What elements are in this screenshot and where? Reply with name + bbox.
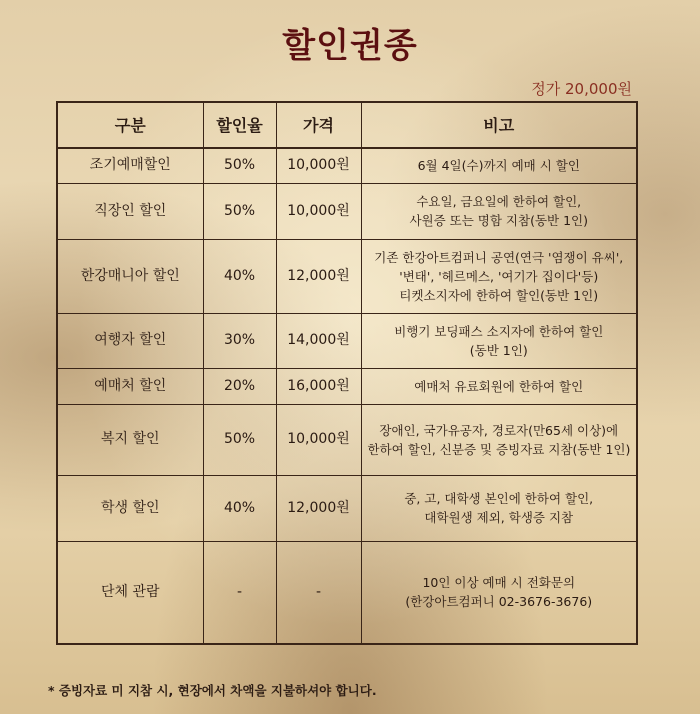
note-line: '변태', '헤르메스, '여기가 집이다'등) <box>399 268 599 284</box>
note-line: 10인 이상 예매 시 전화문의 <box>422 575 576 591</box>
note-line: 비행기 보딩패스 소지자에 한하여 할인 <box>394 323 604 339</box>
rate-cell: 50% <box>203 148 276 183</box>
category-cell: 직장인 할인 <box>57 183 203 239</box>
price-cell: 10,000원 <box>276 183 361 239</box>
price-cell: - <box>276 541 361 644</box>
price-cell: 12,000원 <box>276 239 361 313</box>
note-line: 티켓소지자에 한하여 할인(동반 1인) <box>399 287 599 303</box>
price-cell: 12,000원 <box>276 475 361 541</box>
note-line: 대학원생 제외, 학생증 지참 <box>424 510 574 525</box>
rate-cell: - <box>203 541 276 644</box>
price-cell: 14,000원 <box>276 313 361 368</box>
category-cell: 조기예매할인 <box>57 148 203 183</box>
note-line: 장애인, 국가유공자, 경로자(만65세 이상)에 <box>379 422 619 438</box>
note-line: (동반 1인) <box>469 342 528 358</box>
price-cell: 16,000원 <box>276 368 361 404</box>
header-category: 구분 <box>57 102 203 148</box>
rate-cell: 40% <box>203 239 276 313</box>
note-line: 한하여 할인, 신분증 및 증빙자료 지참(동반 1인) <box>367 441 631 457</box>
note-line: 사원증 또는 명함 지참(동반 1인) <box>409 213 588 228</box>
note-cell <box>361 313 637 368</box>
header-price: 가격 <box>276 102 361 148</box>
note-line: 예매처 유료회원에 한하여 할인 <box>414 378 584 394</box>
table-row <box>57 183 637 239</box>
rate-cell: 20% <box>203 368 276 404</box>
discount-table <box>56 101 638 645</box>
page-title: 할인권종 <box>282 26 418 66</box>
note-line: 수요일, 금요일에 한하여 할인, <box>416 194 582 209</box>
table-row <box>57 313 637 368</box>
note-line: 6월 4일(수)까지 예매 시 할인 <box>417 158 580 174</box>
price-cell: 10,000원 <box>276 404 361 475</box>
note-cell <box>361 183 637 239</box>
price-cell: 10,000원 <box>276 148 361 183</box>
rate-cell: 30% <box>203 313 276 368</box>
footnote: * 증빙자료 미 지참 시, 현장에서 차액을 지불하셔야 합니다. <box>48 683 377 698</box>
rate-cell: 50% <box>203 183 276 239</box>
note-cell <box>361 239 637 313</box>
table-row <box>57 368 637 404</box>
rate-cell: 40% <box>203 475 276 541</box>
note-cell <box>361 368 637 404</box>
table-row <box>57 404 637 475</box>
note-cell <box>361 148 637 183</box>
table-row <box>57 541 637 644</box>
note-line: 중, 고, 대학생 본인에 한하여 할인, <box>404 491 594 506</box>
note-line: 기존 한강아트컴퍼니 공연(연극 '염쟁이 유씨', <box>374 249 624 265</box>
note-line: (한강아트컴퍼니 02-3676-3676) <box>405 594 593 610</box>
category-cell: 복지 할인 <box>57 404 203 475</box>
table-header-row <box>57 102 637 148</box>
table-row <box>57 475 637 541</box>
category-cell: 여행자 할인 <box>57 313 203 368</box>
table-row <box>57 148 637 183</box>
regular-price: 정가 20,000원 <box>531 80 632 98</box>
note-cell <box>361 404 637 475</box>
note-cell <box>361 475 637 541</box>
note-cell <box>361 541 637 644</box>
rate-cell: 50% <box>203 404 276 475</box>
category-cell: 단체 관람 <box>57 541 203 644</box>
category-cell: 예매처 할인 <box>57 368 203 404</box>
category-cell: 한강매니아 할인 <box>57 239 203 313</box>
table-row <box>57 239 637 313</box>
category-cell: 학생 할인 <box>57 475 203 541</box>
header-rate: 할인율 <box>203 102 276 148</box>
header-note: 비고 <box>361 102 637 148</box>
